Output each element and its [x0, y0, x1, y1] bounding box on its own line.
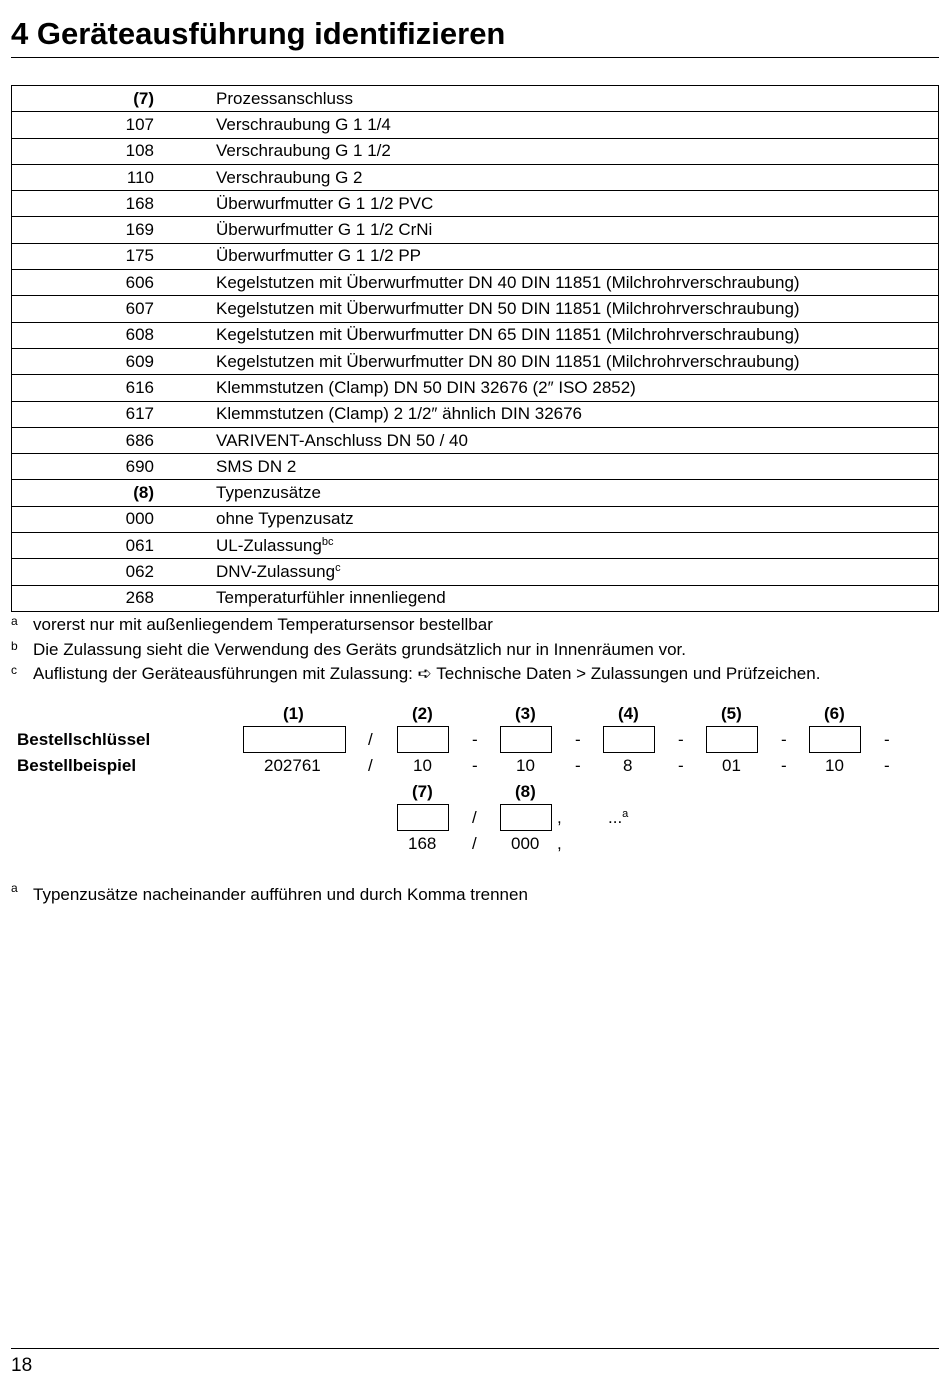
cell-gap	[154, 322, 216, 348]
order-key-separator: -	[678, 730, 684, 749]
cell-gap	[154, 585, 216, 611]
cell-gap	[154, 138, 216, 164]
group-number: (7)	[12, 86, 155, 112]
option-code: 062	[12, 559, 155, 585]
option-description	[216, 164, 939, 190]
option-description	[216, 559, 939, 585]
order-key-box-8[interactable]	[500, 804, 552, 831]
order-example-value-6: 10	[825, 756, 844, 775]
description-text: Überwurfmutter G 1 1/2 PP	[216, 246, 422, 266]
option-description	[216, 401, 939, 427]
table-row	[12, 296, 939, 322]
cell-gap	[154, 270, 216, 296]
table-row	[12, 138, 939, 164]
table-row	[12, 270, 939, 296]
order-key-separator: /	[472, 808, 477, 827]
footnote-mark: c	[11, 663, 17, 677]
option-description	[216, 296, 939, 322]
order-ellipsis	[608, 807, 628, 829]
option-code: 609	[12, 348, 155, 374]
description-text: Kegelstutzen mit Überwurfmutter DN 50 DIN 11851 (Milchrohrverschraubung)	[216, 299, 800, 319]
order-example-value-7: 168	[408, 834, 437, 853]
option-code: 000	[12, 506, 155, 532]
order-example-value-1: 202761	[264, 756, 321, 775]
process-connection-table	[11, 85, 939, 612]
cell-gap	[154, 191, 216, 217]
order-example-separator: -	[781, 756, 787, 775]
position-header-8: (8)	[515, 782, 536, 801]
order-example-separator: ,	[557, 834, 562, 853]
order-key-separator: /	[368, 730, 373, 749]
cell-gap	[154, 533, 216, 559]
description-text: Überwurfmutter G 1 1/2 CrNi	[216, 220, 433, 240]
table-group-row	[12, 86, 939, 112]
order-key-separator: -	[472, 730, 478, 749]
table-row	[12, 112, 939, 138]
description-text: Klemmstutzen (Clamp) DN 50 DIN 32676 (2″ ISO 2852)	[216, 377, 636, 397]
table-row	[12, 585, 939, 611]
cell-gap	[154, 375, 216, 401]
order-example-value-5: 01	[722, 756, 741, 775]
option-code: 110	[12, 164, 155, 190]
order-example-value-3: 10	[516, 756, 535, 775]
footnote-reference: bc	[321, 535, 334, 548]
order-key-box-7[interactable]	[397, 804, 449, 831]
description-text: Klemmstutzen (Clamp) 2 1/2″ ähnlich DIN 32676	[216, 404, 583, 424]
cell-gap	[154, 243, 216, 269]
option-code: 606	[12, 270, 155, 296]
position-header-2: (2)	[412, 704, 433, 723]
cell-gap	[154, 217, 216, 243]
group-number: (8)	[12, 480, 155, 506]
ellipsis-text: ...	[608, 808, 623, 827]
description-text: Kegelstutzen mit Überwurfmutter DN 40 DIN 11851 (Milchrohrverschraubung)	[216, 272, 800, 292]
description-text: Kegelstutzen mit Überwurfmutter DN 65 DIN 11851 (Milchrohrverschraubung)	[216, 325, 800, 345]
cell-gap	[154, 112, 216, 138]
order-example-value-8: 000	[511, 834, 540, 853]
position-header-5: (5)	[721, 704, 742, 723]
table-row	[12, 348, 939, 374]
footnote-text: Typenzusätze nacheinander aufführen und durch Komma trennen	[33, 885, 528, 904]
table-row	[12, 322, 939, 348]
order-example-label: Bestellbeispiel	[17, 756, 137, 775]
option-description	[216, 427, 939, 453]
option-description	[216, 454, 939, 480]
description-text: Verschraubung G 1 1/2	[216, 141, 391, 161]
option-code: 607	[12, 296, 155, 322]
cell-gap	[154, 86, 216, 112]
table-row	[12, 427, 939, 453]
option-code: 690	[12, 454, 155, 480]
description-text: SMS DN 2	[216, 456, 297, 476]
table-row	[12, 375, 939, 401]
option-code: 617	[12, 401, 155, 427]
ellipsis-footnote-mark: a	[622, 808, 629, 820]
footnote-mark: b	[11, 638, 18, 653]
option-code: 168	[12, 191, 155, 217]
description-text: Temperaturfühler innenliegend	[216, 588, 446, 608]
option-description	[216, 375, 939, 401]
footnote-text: Die Zulassung sieht die Verwendung des Geräts grundsätzlich nur in Innenräumen vor.	[33, 639, 686, 659]
cell-gap	[154, 348, 216, 374]
description-text: Verschraubung G 2	[216, 167, 363, 187]
order-key-separator: -	[781, 730, 787, 749]
position-header-3: (3)	[515, 704, 536, 723]
option-description	[216, 585, 939, 611]
description-text: Typenzusätze	[216, 483, 321, 503]
footnote-mark: a	[11, 614, 18, 628]
page-title: 4 Geräteausführung identifizieren	[11, 16, 506, 51]
group-title	[216, 86, 939, 112]
description-text: Überwurfmutter G 1 1/2 PVC	[216, 193, 434, 213]
option-code: 616	[12, 375, 155, 401]
option-description	[216, 138, 939, 164]
order-key-box-6[interactable]	[809, 726, 861, 753]
option-code: 169	[12, 217, 155, 243]
description-text: Kegelstutzen mit Überwurfmutter DN 80 DIN 11851 (Milchrohrverschraubung)	[216, 351, 800, 371]
option-code: 108	[12, 138, 155, 164]
description-text: Prozessanschluss	[216, 88, 354, 108]
order-example-separator: -	[884, 756, 890, 775]
option-code: 175	[12, 243, 155, 269]
option-description	[216, 217, 939, 243]
order-key-separator: -	[575, 730, 581, 749]
position-header-1: (1)	[283, 704, 304, 723]
footnote-mark: a	[11, 881, 18, 895]
footnote-text: Auflistung der Geräteausführungen mit Zulassung: ➪ Technische Daten > Zulassungen und Prüfzeichen.	[33, 664, 821, 683]
page-number: 18	[11, 1355, 33, 1376]
description-text: Verschraubung G 1 1/4	[216, 114, 391, 134]
table-row	[12, 191, 939, 217]
option-description	[216, 112, 939, 138]
group-title	[216, 480, 939, 506]
description-text: UL-Zulassung	[216, 535, 322, 555]
order-key-label: Bestellschlüssel	[17, 730, 151, 749]
cell-gap	[154, 559, 216, 585]
table-row	[12, 559, 939, 585]
cell-gap	[154, 401, 216, 427]
position-header-7: (7)	[412, 782, 433, 801]
cell-gap	[154, 296, 216, 322]
cell-gap	[154, 427, 216, 453]
option-code: 608	[12, 322, 155, 348]
table-row	[12, 401, 939, 427]
table-group-row	[12, 480, 939, 506]
position-header-4: (4)	[618, 704, 639, 723]
order-key-box-1[interactable]	[243, 726, 346, 753]
option-description	[216, 348, 939, 374]
option-code: 061	[12, 533, 155, 559]
table-row	[12, 217, 939, 243]
order-key-box-5[interactable]	[706, 726, 758, 753]
footnote-reference: c	[335, 561, 341, 574]
footnote-text: vorerst nur mit außenliegendem Temperatursensor bestellbar	[33, 615, 493, 634]
option-description	[216, 270, 939, 296]
description-text: ohne Typenzusatz	[216, 509, 354, 529]
option-description	[216, 533, 939, 559]
order-key-separator: ,	[557, 808, 562, 827]
option-description	[216, 506, 939, 532]
order-example-separator: -	[678, 756, 684, 775]
option-description	[216, 243, 939, 269]
table-row	[12, 164, 939, 190]
order-example-separator: /	[368, 756, 373, 775]
order-example-separator: /	[472, 834, 477, 853]
order-example-separator: -	[472, 756, 478, 775]
option-description	[216, 322, 939, 348]
cell-gap	[154, 506, 216, 532]
description-text: DNV-Zulassung	[216, 561, 336, 581]
footer-divider	[11, 1348, 939, 1349]
order-example-value-4: 8	[623, 756, 633, 775]
cell-gap	[154, 480, 216, 506]
order-example-value-2: 10	[413, 756, 432, 775]
cell-gap	[154, 454, 216, 480]
description-text: VARIVENT-Anschluss DN 50 / 40	[216, 430, 468, 450]
order-key-box-2[interactable]	[397, 726, 449, 753]
table-row	[12, 533, 939, 559]
order-example-separator: -	[575, 756, 581, 775]
cell-gap	[154, 164, 216, 190]
order-key-separator: -	[884, 730, 890, 749]
title-divider	[11, 57, 939, 58]
option-code: 107	[12, 112, 155, 138]
option-description	[216, 191, 939, 217]
order-key-box-3[interactable]	[500, 726, 552, 753]
option-code: 686	[12, 427, 155, 453]
table-row	[12, 506, 939, 532]
table-row	[12, 243, 939, 269]
position-header-6: (6)	[824, 704, 845, 723]
table-row	[12, 454, 939, 480]
option-code: 268	[12, 585, 155, 611]
order-key-box-4[interactable]	[603, 726, 655, 753]
